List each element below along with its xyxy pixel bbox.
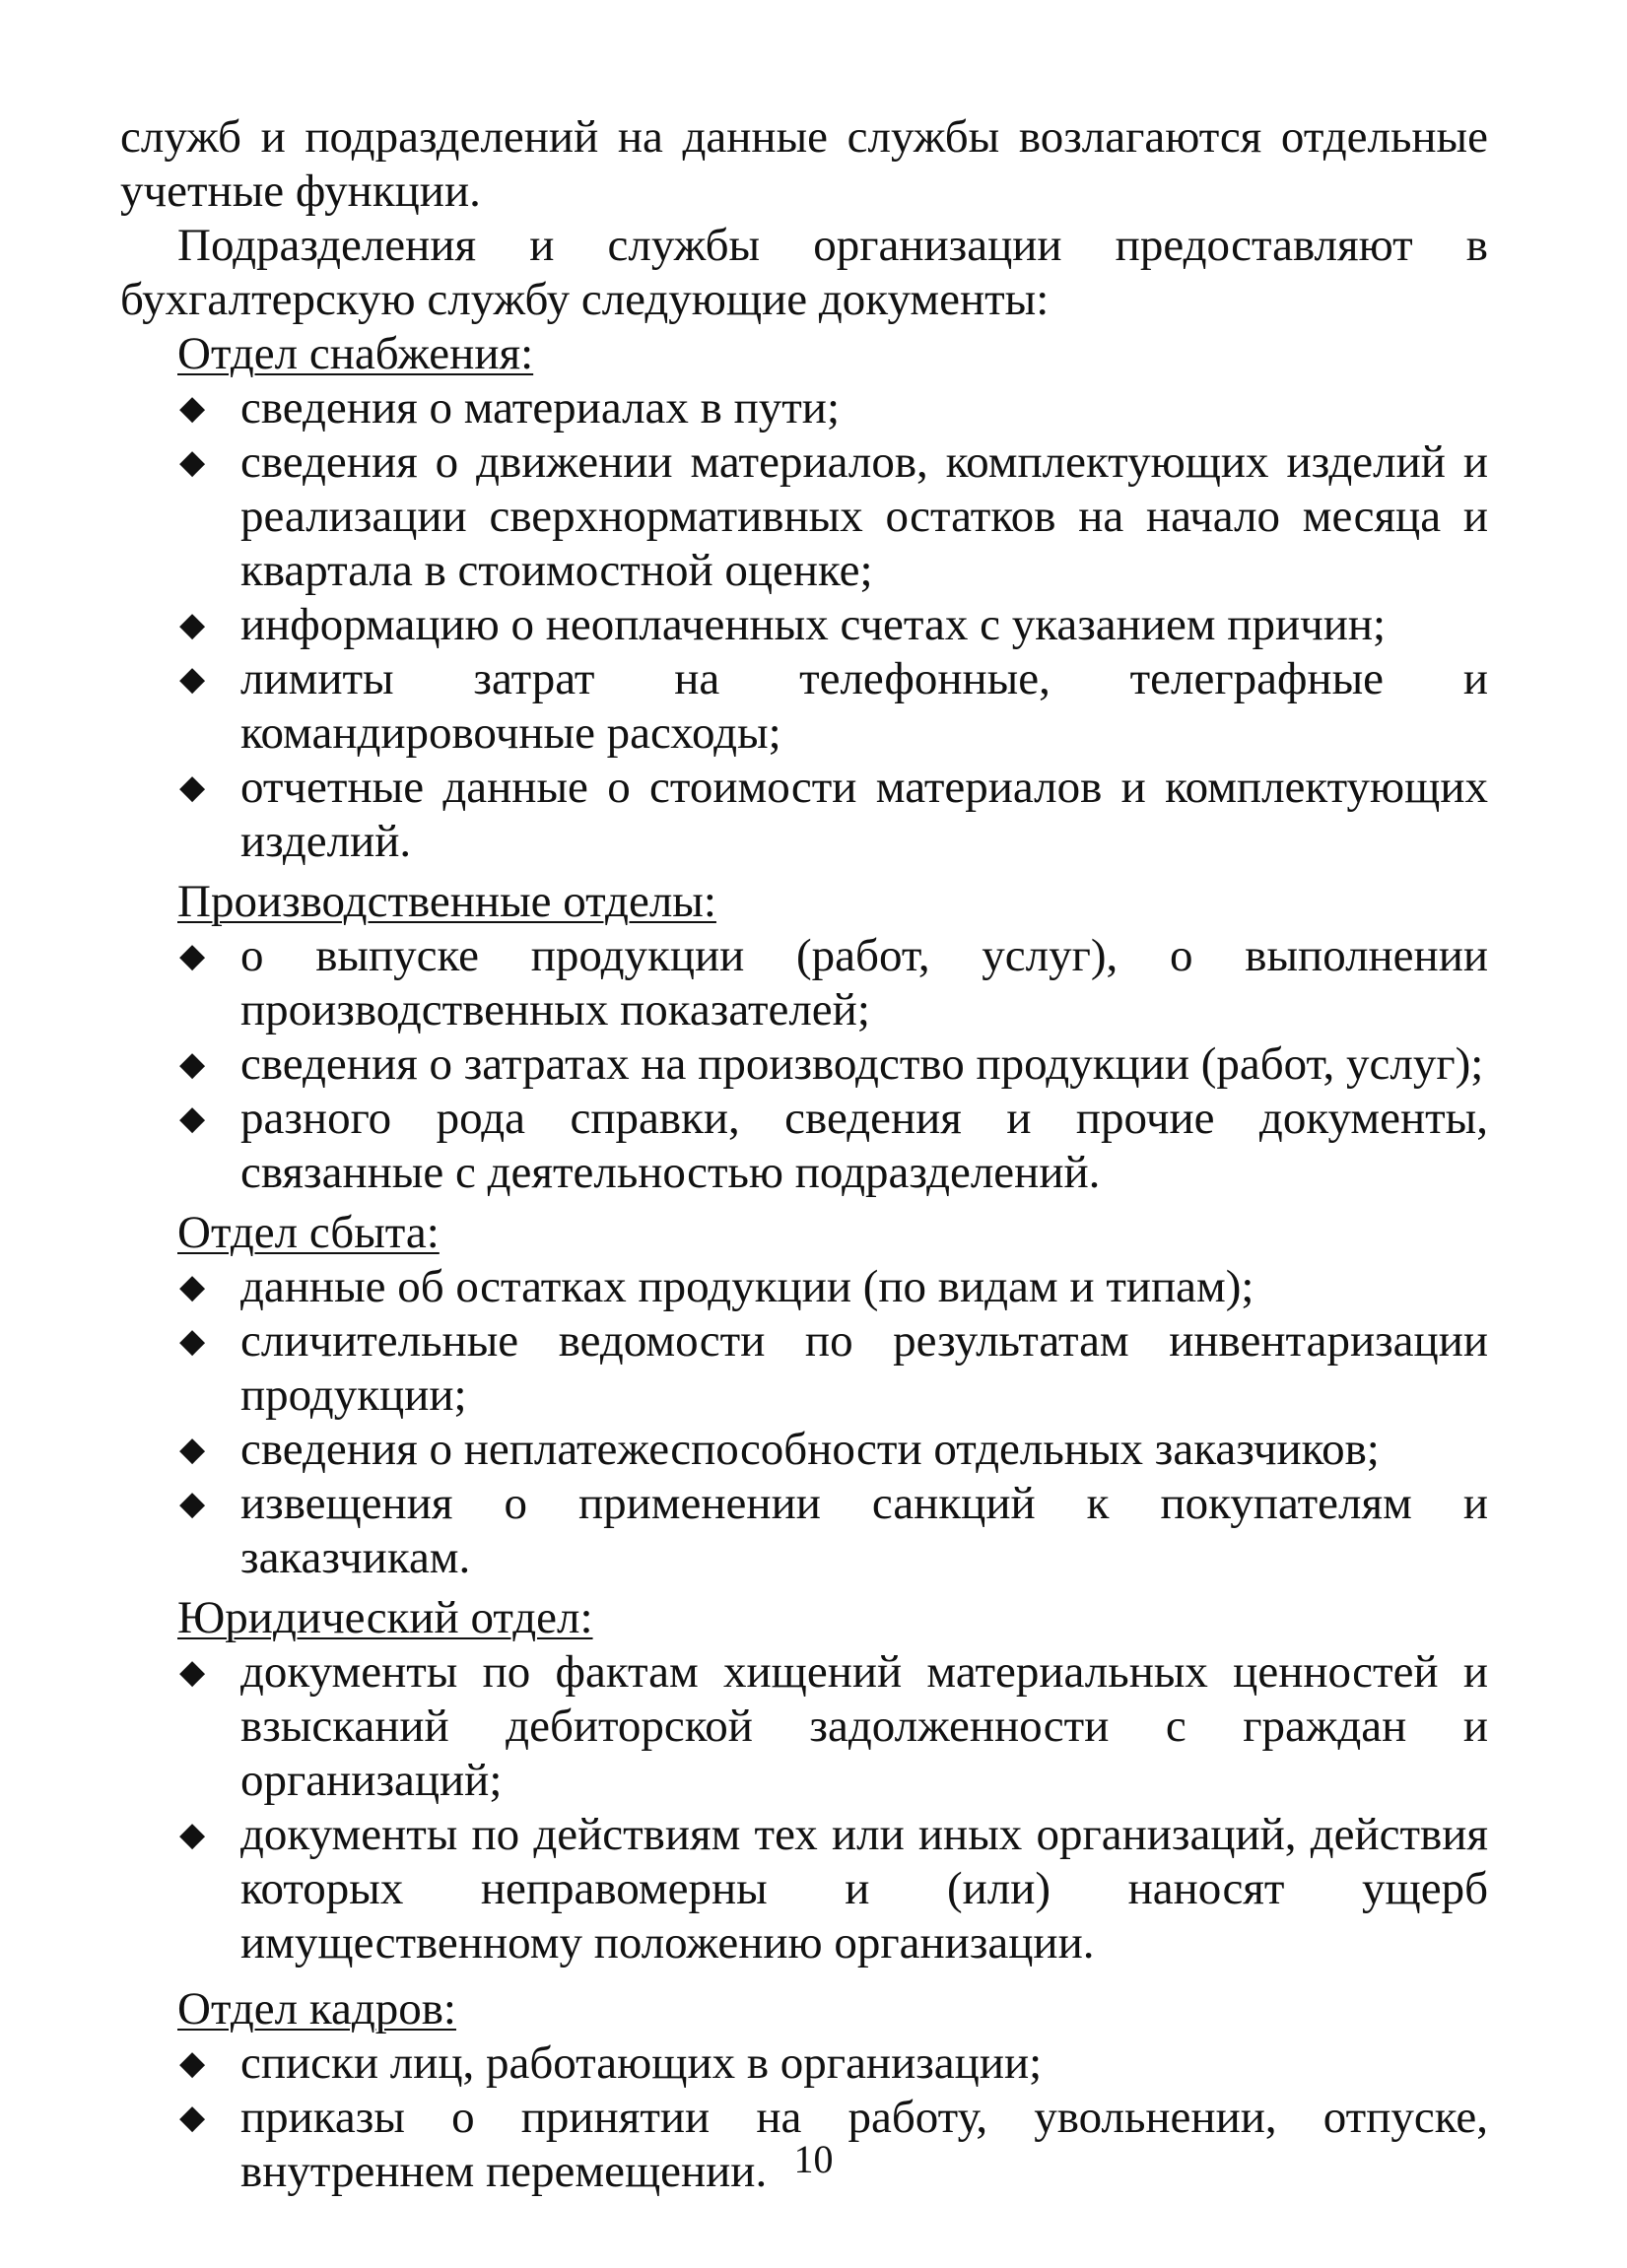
diamond-bullet-icon: ◆: [179, 1486, 206, 1522]
page-number: 10: [793, 2137, 834, 2181]
list-item: ◆ лимиты затрат на телефонные, телеграфные и командировочные расходы;: [179, 653, 1488, 759]
list-item: ◆ о выпуске продукции (работ, услуг), о выполнении производственных показателей;: [179, 930, 1488, 1035]
list-item: ◆ документы по действиям тех или иных организаций, действия которых неправомерны и (или) наносят ущерб имущественному положению организации.: [179, 1809, 1488, 1968]
list-item: ◆ отчетные данные о стоимости материалов и комплектующих изделий.: [179, 762, 1488, 867]
section-heading: Отдел сбыта:: [177, 1207, 440, 1258]
bullet-list: [120, 1645, 1488, 1970]
diamond-bullet-icon: ◆: [179, 1101, 206, 1137]
diamond-bullet-icon: ◆: [179, 1817, 206, 1853]
list-item: ◆ разного рода справки, сведения и прочие документы, связанные с деятельностью подразделений.: [179, 1093, 1488, 1198]
bullet-list: [120, 929, 1488, 1200]
list-item: ◆ документы по фактам хищений материальных ценностей и взысканий дебиторской задолженности с граждан и организаций;: [179, 1646, 1488, 1806]
document-page: [120, 110, 1488, 2199]
list-item: ◆ сведения о материалах в пути;: [179, 382, 841, 434]
section-sales: [120, 1206, 1488, 1585]
section-heading: Отдел кадров:: [177, 1983, 456, 2035]
diamond-bullet-icon: ◆: [179, 661, 206, 698]
list-item: ◆ данные об остатках продукции (по видам и типам);: [179, 1261, 1254, 1312]
section-legal: [120, 1591, 1488, 1970]
list-item: ◆ сличительные ведомости по результатам инвентаризации продукции;: [179, 1315, 1488, 1421]
section-production: [120, 875, 1488, 1200]
diamond-bullet-icon: ◆: [179, 1269, 206, 1305]
section-heading: Производственные отделы:: [177, 876, 716, 927]
diamond-bullet-icon: ◆: [179, 938, 206, 974]
diamond-bullet-icon: ◆: [179, 444, 206, 481]
list-item: ◆ извещения о применении санкций к покупателям и заказчикам.: [179, 1478, 1488, 1583]
diamond-bullet-icon: ◆: [179, 390, 206, 427]
list-item: ◆ сведения о неплатежеспособности отдельных заказчиков;: [179, 1424, 1380, 1475]
list-item: ◆ списки лиц, работающих в организации;: [179, 2037, 1043, 2089]
bullet-list: [120, 381, 1488, 869]
section-heading: Отдел снабжения:: [177, 328, 534, 379]
intro-paragraph-2: Подразделения и службы организации предоставляют в бухгалтерскую службу следующие документы:: [120, 220, 1488, 325]
diamond-bullet-icon: ◆: [179, 1654, 206, 1691]
section-supply: [120, 327, 1488, 869]
list-item: ◆ сведения о движении материалов, комплектующих изделий и реализации сверхнормативных остатков на начало месяца и квартала в стоимостной оценке;: [179, 436, 1488, 596]
diamond-bullet-icon: ◆: [179, 2045, 206, 2082]
list-item: ◆ приказы о принятии на работу, увольнении, отпуске, внутреннем перемещении.: [179, 2092, 1488, 2197]
bullet-list: [120, 1260, 1488, 1585]
diamond-bullet-icon: ◆: [179, 1323, 206, 1360]
diamond-bullet-icon: ◆: [179, 1432, 206, 1468]
intro-paragraph-1: служб и подразделений на данные службы возлагаются отдельные учетные функции.: [120, 111, 1488, 217]
section-heading: Юридический отдел:: [177, 1592, 593, 1643]
diamond-bullet-icon: ◆: [179, 607, 206, 643]
list-item: ◆ сведения о затратах на производство продукции (работ, услуг);: [179, 1038, 1484, 1090]
diamond-bullet-icon: ◆: [179, 2100, 206, 2136]
list-item: ◆ информацию о неоплаченных счетах с указанием причин;: [179, 599, 1387, 650]
diamond-bullet-icon: ◆: [179, 1046, 206, 1083]
diamond-bullet-icon: ◆: [179, 769, 206, 806]
